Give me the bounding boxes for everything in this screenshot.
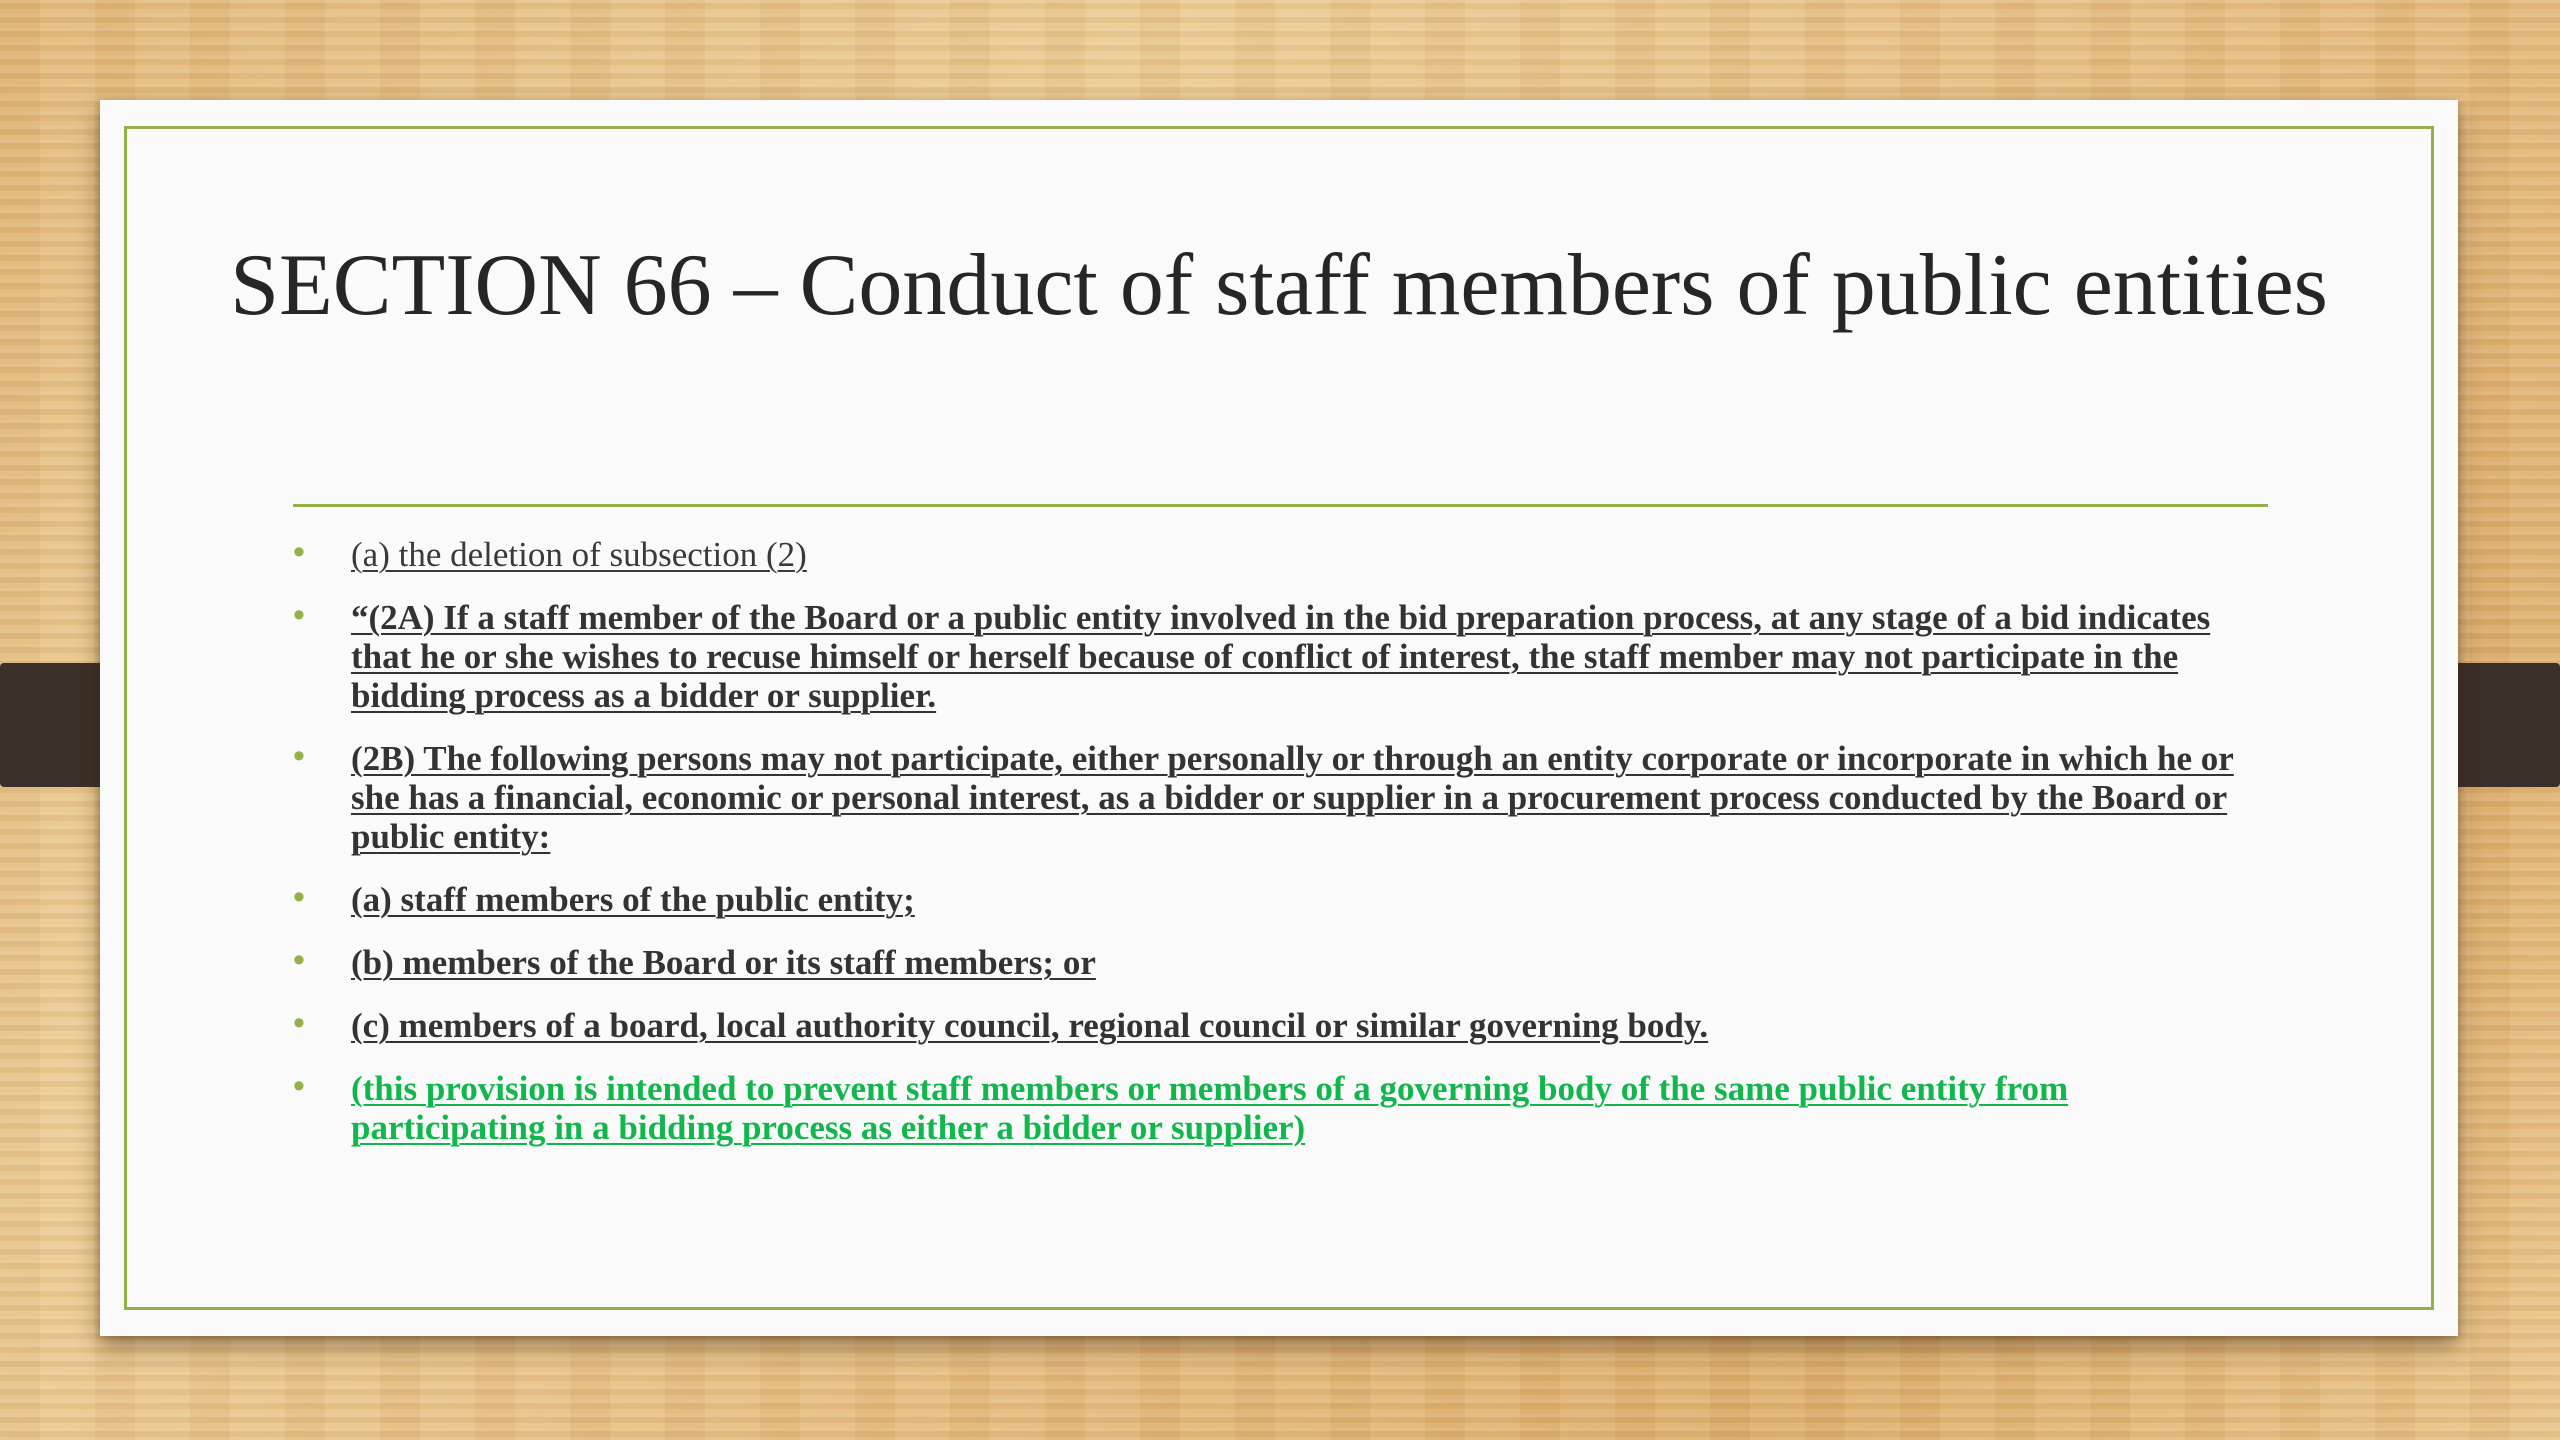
bullet-text: “(2A) If a staff member of the Board or a public entity involved in the bid preparation process, at any stage of a bid indicates that he or she wishes to recuse himself or herself because of conflict of interest, the staff member may not participate in the bidding process as a bidder or supplier. <box>351 598 2211 715</box>
bullet-list <box>293 535 2268 1171</box>
bullet-item <box>293 535 2268 574</box>
bullet-text-note: (this provision is intended to prevent staff members or members of a governing body of the same public entity from participating in a bidding process as either a bidder or supplier) <box>351 1069 2069 1147</box>
bullet-dot-icon: • <box>293 878 305 916</box>
title-divider <box>293 504 2268 507</box>
bullet-text: (b) members of the Board or its staff members; or <box>351 943 1096 982</box>
bullet-dot-icon: • <box>293 596 305 634</box>
bullet-dot-icon: • <box>293 941 305 979</box>
bullet-item <box>293 598 2268 715</box>
bullet-dot-icon: • <box>293 1067 305 1105</box>
bullet-text: (2B) The following persons may not participate, either personally or through an entity corporate or incorporate in which he or she has a financial, economic or personal interest, as a bidder or supplier in a procurement process conducted by the Board or public entity: <box>351 739 2234 856</box>
bullet-item <box>293 739 2268 856</box>
bullet-dot-icon: • <box>293 533 305 571</box>
bullet-item <box>293 880 2268 919</box>
bullet-dot-icon: • <box>293 1004 305 1042</box>
bullet-text: (a) staff members of the public entity; <box>351 880 915 919</box>
slide <box>100 100 2458 1336</box>
bullet-item <box>293 943 2268 982</box>
slide-title: SECTION 66 – Conduct of staff members of public entities <box>230 237 2328 334</box>
bullet-text: (a) the deletion of subsection (2) <box>351 535 807 574</box>
bullet-item-note <box>293 1069 2268 1147</box>
bullet-item <box>293 1006 2268 1045</box>
bullet-dot-icon: • <box>293 737 305 775</box>
bullet-text: (c) members of a board, local authority council, regional council or similar governing body. <box>351 1006 1709 1045</box>
